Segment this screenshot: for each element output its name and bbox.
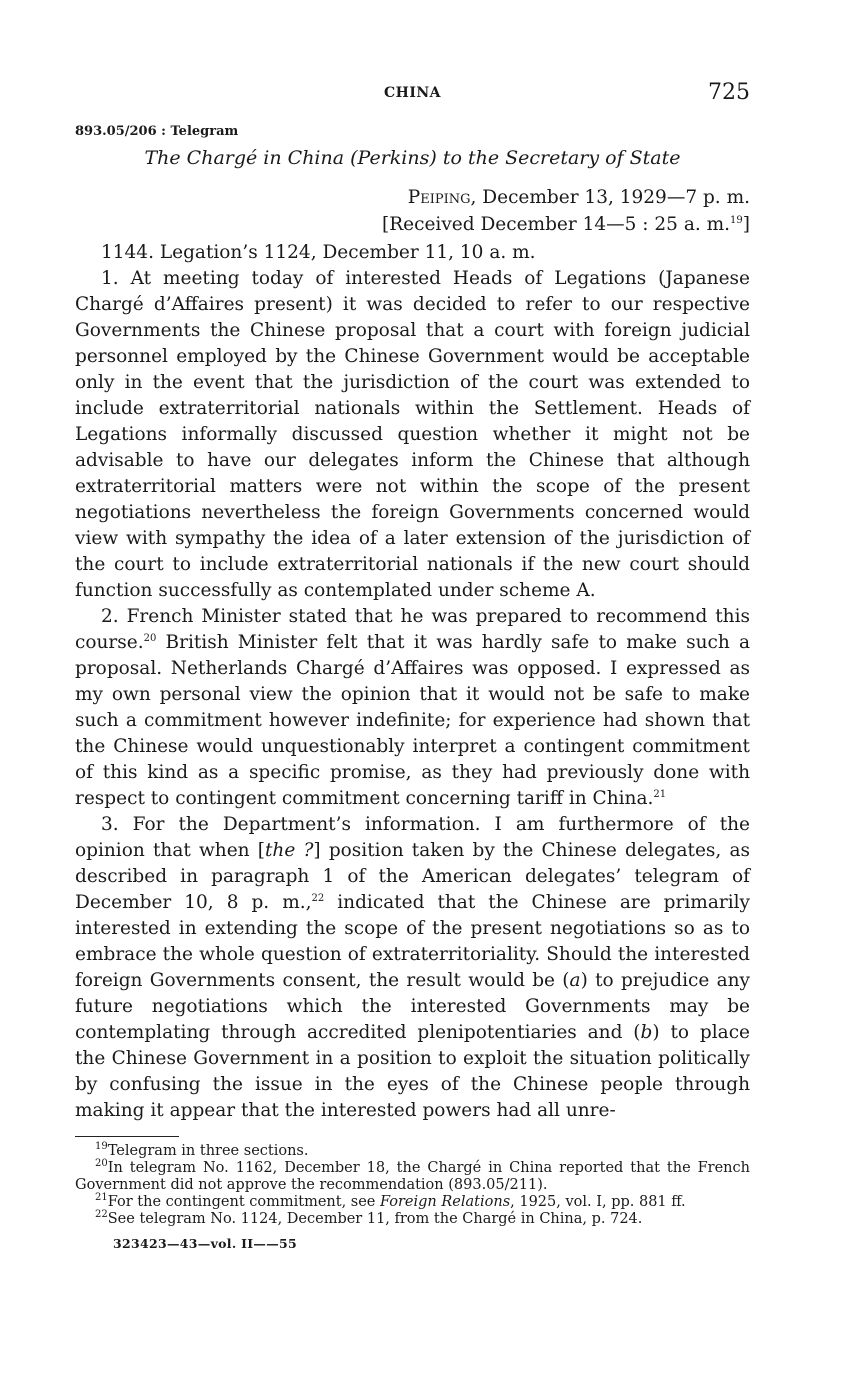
p2-part-b: British Minister felt that it was hardly safe to make such a proposal. Netherlands Chargé d’Affaires was opposed. I expressed as my own personal view the opinion that it would not be safe to make such a commitment however indefinite; for experience had shown that the Chinese would unquestionably interpret a contingent commitment of this kind as a specific promise, as they had previously done with respect to contingent commitment concerning tariff in China. bbox=[75, 632, 750, 809]
dateline bbox=[75, 184, 750, 238]
footnote-ref-22: 22 bbox=[311, 892, 325, 904]
footnote-divider bbox=[75, 1136, 179, 1137]
footnote-ref-19: 19 bbox=[730, 214, 743, 226]
footnote-19-text: Telegram in three sections. bbox=[107, 1143, 309, 1159]
page-number: 725 bbox=[708, 80, 750, 105]
dateline-sent bbox=[75, 184, 750, 211]
title-name: Perkins bbox=[357, 147, 430, 169]
opening-line: 1144. Legation’s 1124, December 11, 10 a. m. bbox=[101, 242, 536, 263]
footnote-22-number: 22 bbox=[95, 1209, 108, 1221]
p3-item-b: b bbox=[640, 1022, 653, 1043]
footnotes bbox=[75, 1143, 750, 1228]
document-title bbox=[75, 147, 750, 169]
footnote-20-text: In telegram No. 1162, December 18, the Chargé in China reported that the French Government did not approve the recommendation (893.05/211). bbox=[75, 1160, 750, 1193]
p3-part-a: 3. For the Department’s information. I am furthermore of the opinion that when [ bbox=[75, 814, 750, 861]
footnote-21 bbox=[75, 1194, 750, 1211]
footnote-20-number: 20 bbox=[95, 1158, 108, 1170]
footnote-ref-21: 21 bbox=[653, 788, 667, 800]
p3-editorial-insert: the ? bbox=[265, 840, 314, 861]
received-end: ] bbox=[742, 214, 750, 235]
dateline-received bbox=[75, 211, 750, 238]
telegram-body bbox=[75, 240, 750, 1124]
printer-mark: 323423—43—vol. II——55 bbox=[113, 1236, 298, 1251]
footnote-21-text-a: For the contingent commitment, see bbox=[107, 1194, 380, 1210]
footnote-22-text: See telegram No. 1124, December 11, from the Chargé in China, p. 724. bbox=[107, 1211, 643, 1227]
footnote-21-text-b: , 1925, vol. I, pp. 881 ff. bbox=[510, 1194, 686, 1210]
paragraph-2 bbox=[75, 604, 750, 812]
document-page bbox=[75, 80, 750, 1251]
p3-item-a: a bbox=[569, 970, 581, 991]
footnote-19 bbox=[75, 1143, 750, 1160]
footnote-21-number: 21 bbox=[95, 1192, 108, 1204]
title-pre: The Chargé in China ( bbox=[144, 147, 358, 169]
p3-part-e: ) to place the Chinese Government in a position to exploit the situation politically by confusing the issue in the eyes of the Chinese people through making it appear that the interested powers had all unre- bbox=[75, 1022, 751, 1121]
received-text: [Received December 14—5 : 25 a. m. bbox=[382, 214, 731, 235]
title-post: ) to the Secretary of State bbox=[429, 147, 681, 169]
footnote-20 bbox=[75, 1160, 750, 1194]
footnote-22 bbox=[75, 1211, 750, 1228]
p3-part-c: indicated that the Chinese are primarily interested in extending the scope of the present negotiations so as to embrace the whole question of extraterritoriality. Should the interested foreign Governments consent, the result would be ( bbox=[75, 892, 750, 991]
paragraph-1: 1. At meeting today of interested Heads of Legations (Japanese Chargé d’Affaires present) it was decided to refer to our respective Governments the Chinese proposal that a court with foreign judicial personnel employed by the Chinese Government would be acceptable only in the event that the jurisdiction of the court was extended to include extraterritorial nationals within the Settlement. Heads of Legations informally discussed question whether it might not be advisable to have our delegates inform the Chinese that although extraterritorial matters were not within the scope of the present negotiations nevertheless the foreign Governments concerned would view with sympathy the idea of a later extension of the jurisdiction of the court to include extraterritorial nationals if the new court should function successfully as contemplated under scheme A. bbox=[75, 268, 750, 601]
running-head bbox=[75, 80, 750, 114]
footnote-21-title: Foreign Relations bbox=[380, 1194, 511, 1210]
p2-part-a: 2. French Minister stated that he was prepared to recommend this course. bbox=[75, 606, 750, 653]
dateline-city: Peiping, bbox=[407, 187, 477, 208]
paragraph-3 bbox=[75, 812, 750, 1124]
running-title: CHINA bbox=[383, 85, 442, 101]
footnote-19-number: 19 bbox=[95, 1141, 108, 1153]
p3-part-b: ] position taken by the Chinese delegates, as described in paragraph 1 of the American delegates’ telegram of December 10, 8 p. m., bbox=[75, 840, 750, 913]
p3-part-d: ) to prejudice any future negotiations which the interested Governments may be contemplating through accredited plenipotentiaries and ( bbox=[75, 970, 750, 1043]
footnote-ref-20: 20 bbox=[143, 632, 157, 644]
dateline-date: December 13, 1929—7 p. m. bbox=[476, 187, 750, 208]
file-number: 893.05/206 : Telegram bbox=[75, 124, 239, 139]
